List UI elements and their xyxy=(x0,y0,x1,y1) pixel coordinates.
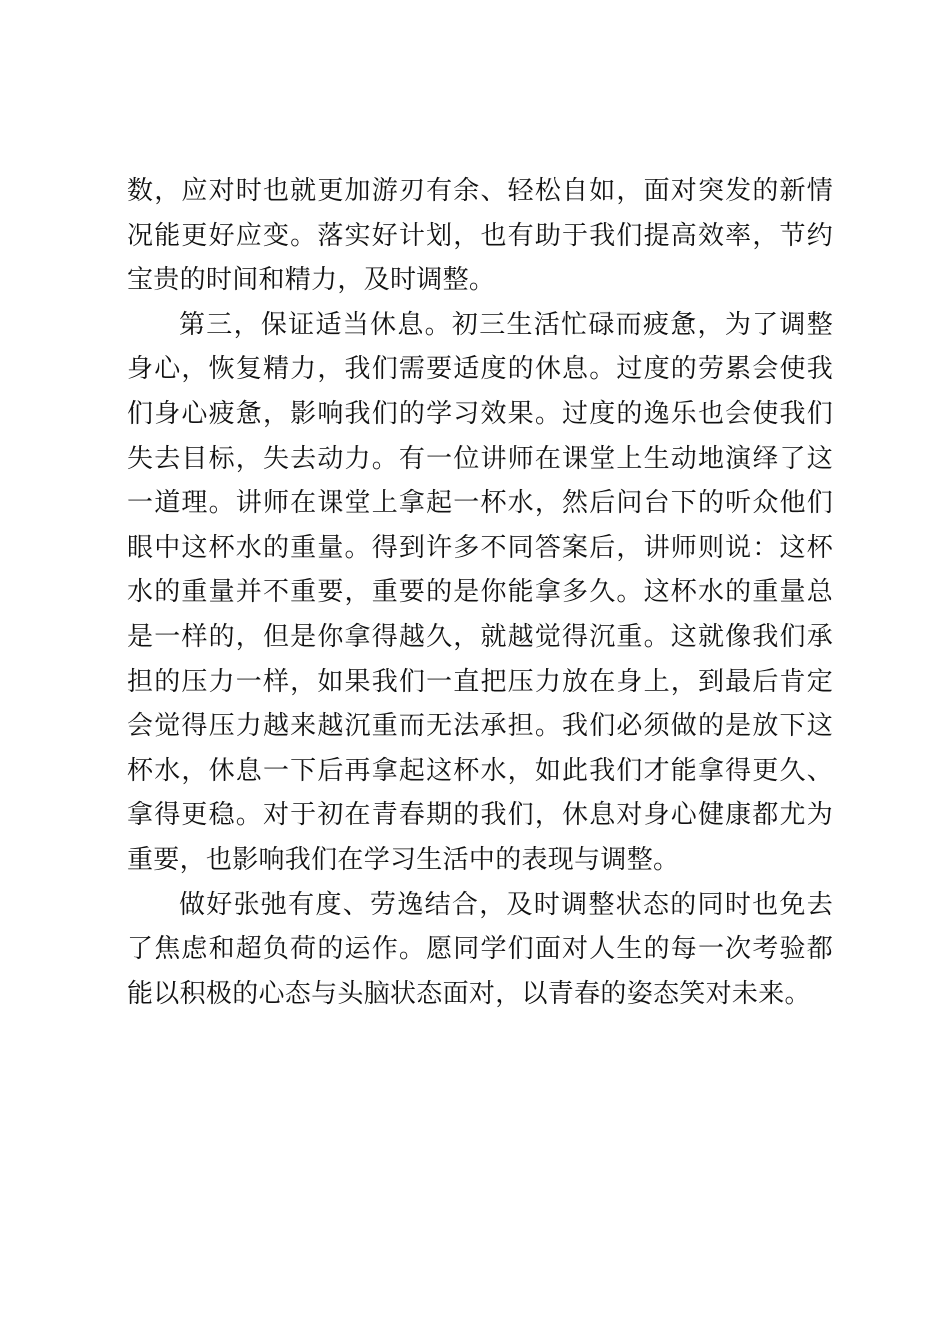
paragraph-conclusion: 做好张弛有度、劳逸结合，及时调整状态的同时也免去了焦虑和超负荷的运作。愿同学们面对人生的每一次考验都能以积极的心态与头脑状态面对，以青春的姿态笑对未来。 xyxy=(127,889,833,1009)
document-body xyxy=(127,169,833,1016)
paragraph-rest: 第三，保证适当休息。初三生活忙碌而疲惫，为了调整身心，恢复精力，我们需要适度的休息。过度的劳累会使我们身心疲惫，影响我们的学习效果。过度的逸乐也会使我们失去目标，失去动力。有一位讲师在课堂上生动地演绎了这一道理。讲师在课堂上拿起一杯水，然后问台下的听众他们眼中这杯水的重量。得到许多不同答案后，讲师则说：这杯水的重量并不重要，重要的是你能拿多久。这杯水的重量总是一样的，但是你拿得越久，就越觉得沉重。这就像我们承担的压力一样，如果我们一直把压力放在身上，到最后肯定会觉得压力越来越沉重而无法承担。我们必须做的是放下这杯水，休息一下后再拿起这杯水，如此我们才能拿得更久、拿得更稳。对于初在青春期的我们，休息对身心健康都尤为重要，也影响我们在学习生活中的表现与调整。 xyxy=(127,309,833,875)
paragraph-continuation: 数，应对时也就更加游刃有余、轻松自如，面对突发的新情况能更好应变。落实好计划，也有助于我们提高效率，节约宝贵的时间和精力，及时调整。 xyxy=(127,176,833,296)
